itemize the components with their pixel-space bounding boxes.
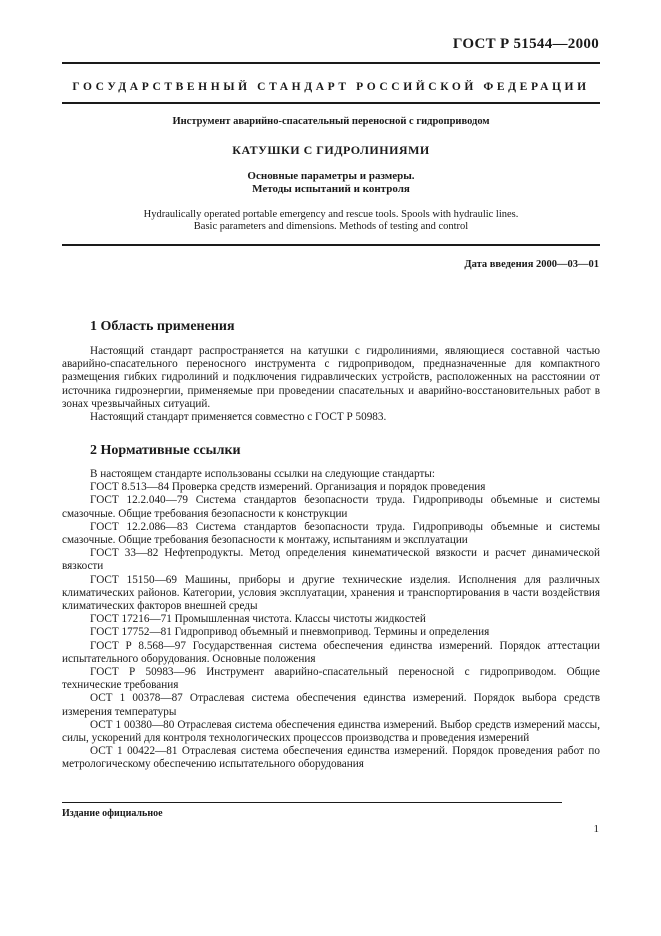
paragraph: Настоящий стандарт применяется совместно с ГОСТ Р 50983. bbox=[90, 411, 387, 424]
reference-item: ГОСТ 8.513—84 Проверка средств измерений. Организация и порядок проведения bbox=[90, 481, 486, 494]
page-number: 1 bbox=[593, 823, 599, 835]
main-title: КАТУШКИ С ГИДРОЛИНИЯМИ bbox=[232, 143, 430, 157]
english-title bbox=[62, 209, 600, 233]
section-1-heading: 1 Область применения bbox=[90, 319, 235, 334]
references-intro: В настоящем стандарте использованы ссылки на следующие стандарты: bbox=[90, 468, 435, 480]
subtitle bbox=[62, 170, 600, 196]
title-rule-bottom bbox=[62, 244, 600, 246]
reference-item: ГОСТ Р 50983—96 Инструмент аварийно-спасательный переносной с гидроприводом. Общие технические требования bbox=[62, 666, 600, 692]
reference-item: ГОСТ 17752—81 Гидропривод объемный и пневмопривод. Термины и определения bbox=[90, 626, 490, 639]
official-edition-label: Издание официальное bbox=[62, 808, 163, 819]
section-2-body bbox=[62, 468, 600, 772]
reference-item: ОСТ 1 00380—80 Отраслевая система обеспечения единства измерений. Выбор средств измерений массы, силы, ускорений для контроля технологических процессов производства и проведения измерений bbox=[62, 718, 600, 745]
section-1-body bbox=[62, 345, 600, 424]
paragraph: Настоящий стандарт распространяется на катушки с гидролиниями, являющиеся составной частью аварийно-спасательного переносного инструмента с гидроприводом, предназначенные для компактного размещения гибких гидролиний и подключения гидравлических устройств, расположенных на расстоянии от источника гидроэнергии, применяемые при проведении спасательных и аварийно-восстановительных работ в зонах чрезвычайных ситуаций. bbox=[62, 345, 600, 410]
reference-item: ОСТ 1 00378—87 Отраслевая система обеспечения единства измерений. Порядок выбора средств измерения температуры bbox=[62, 692, 600, 718]
footer-rule bbox=[62, 802, 562, 803]
header-rule bbox=[62, 62, 600, 64]
subtitle-line-2: Методы испытаний и контроля bbox=[252, 183, 410, 195]
reference-item: ОСТ 1 00422—81 Отраслевая система обеспечения единства измерений. Порядок проведения работ по метрологическому обеспечению испытательного оборудования bbox=[62, 745, 600, 771]
reference-item: ГОСТ 12.2.086—83 Система стандартов безопасности труда. Гидроприводы объемные и системы смазочные. Общие требования безопасности к монтажу, испытаниям и эксплуатации bbox=[62, 520, 600, 547]
document-code: ГОСТ Р 51544—2000 bbox=[452, 36, 599, 52]
section-2-heading: 2 Нормативные ссылки bbox=[90, 443, 241, 458]
english-title-line-2: Basic parameters and dimensions. Methods of testing and control bbox=[193, 221, 469, 232]
reference-item: ГОСТ 17216—71 Промышленная чистота. Классы чистоты жидкостей bbox=[90, 613, 426, 626]
title-rule-top bbox=[62, 102, 600, 104]
instrument-title: Инструмент аварийно-спасательный переносной с гидроприводом bbox=[172, 116, 490, 127]
reference-item: ГОСТ 12.2.040—79 Система стандартов безопасности труда. Гидроприводы объемные и системы смазочные. Общие требования безопасности к конструкции bbox=[62, 494, 600, 520]
english-title-line-1: Hydraulically operated portable emergency and rescue tools. Spools with hydraulic lines. bbox=[143, 209, 519, 220]
introduction-date: Дата введения 2000—03—01 bbox=[464, 259, 599, 270]
reference-item: ГОСТ 33—82 Нефтепродукты. Метод определения кинематической вязкости и расчет динамической вязкости bbox=[62, 547, 600, 573]
reference-item: ГОСТ 15150—69 Машины, приборы и другие технические изделия. Исполнения для различных климатических районов. Категории, условия эксплуатации, хранения и транспортирования в части воздействия климатических факторов внешней среды bbox=[62, 573, 600, 613]
reference-item: ГОСТ Р 8.568—97 Государственная система обеспечения единства измерений. Порядок аттестации испытательного оборудования. Основные положения bbox=[62, 639, 600, 665]
state-standard-title: ГОСУДАРСТВЕННЫЙ СТАНДАРТ РОССИЙСКОЙ ФЕДЕРАЦИИ bbox=[72, 81, 590, 93]
subtitle-line-1: Основные параметры и размеры. bbox=[247, 170, 415, 182]
